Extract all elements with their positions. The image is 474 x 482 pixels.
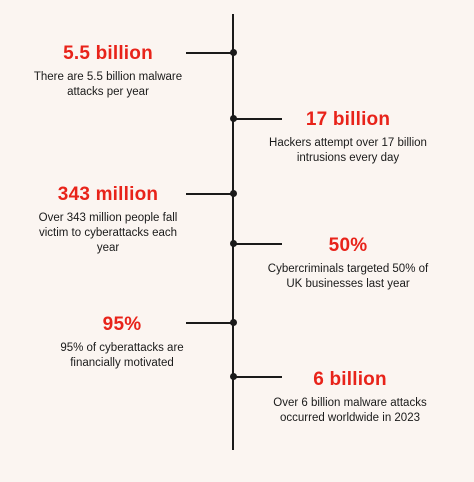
- entry-stat-4: 95%: [102, 314, 142, 335]
- entry-stat-5: 6 billion: [313, 369, 387, 390]
- connector-0: [186, 52, 233, 54]
- timeline-dot-3: [230, 240, 237, 247]
- timeline-entry-4: [44, 313, 200, 371]
- entry-stat-1: 17 billion: [305, 109, 391, 130]
- timeline-dot-0: [230, 49, 237, 56]
- entry-stat-2: 343 million: [57, 184, 159, 205]
- timeline-entry-1: [260, 108, 436, 166]
- timeline-axis: [232, 14, 234, 450]
- entry-desc-4: 95% of cyberattacks are financially motivated: [60, 342, 184, 369]
- timeline-dot-1: [230, 115, 237, 122]
- entry-desc-2: Over 343 million people fall victim to cyberattacks each year: [38, 212, 178, 254]
- timeline-entry-3: [266, 234, 430, 292]
- entry-desc-0: There are 5.5 billion malware attacks per year: [33, 71, 183, 98]
- timeline-dot-5: [230, 373, 237, 380]
- entry-desc-3: Cybercriminals targeted 50% of UK businesses last year: [267, 263, 429, 290]
- entry-stat-0: 5.5 billion: [63, 43, 153, 64]
- entry-desc-5: Over 6 billion malware attacks occurred worldwide in 2023: [273, 397, 427, 424]
- timeline-dot-2: [230, 190, 237, 197]
- timeline-entry-0: [28, 42, 188, 100]
- connector-2: [186, 193, 233, 195]
- timeline-entry-2: [38, 183, 178, 256]
- timeline-entry-5: [262, 368, 438, 426]
- entry-desc-1: Hackers attempt over 17 billion intrusions every day: [269, 137, 427, 164]
- timeline-dot-4: [230, 319, 237, 326]
- entry-stat-3: 50%: [328, 235, 368, 256]
